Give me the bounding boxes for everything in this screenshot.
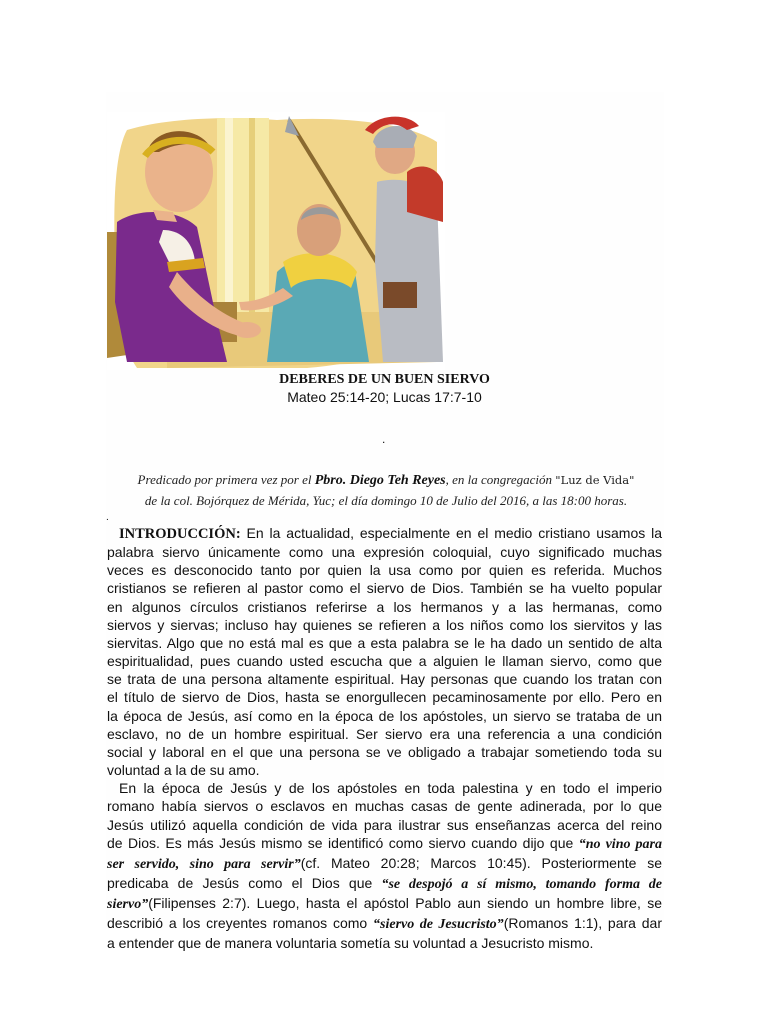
body-text <box>107 524 662 953</box>
text-span: de Dios. Es más Jesús mismo se identificó como siervo cuando dijo que <box>107 834 579 851</box>
text-line: cristianos se refieren al pastor como el siervo de Dios. También se ha vuelto popular <box>107 580 662 597</box>
scripture-references: Mateo 25:14-20; Lucas 17:7-10 <box>287 389 482 405</box>
quote-siervo-de-jesucristo: “siervo de Jesucristo” <box>373 917 504 933</box>
text-line: esclavo, no de un hombre espiritual. Ser siervo era una referencia a una condición <box>107 725 662 742</box>
text-line: siervitas. Algo que no está mal es que a esta palabra se le ha dado un sentido de alta <box>107 634 662 651</box>
text-line <box>107 834 662 854</box>
text-line: Jesús utilizó aquella condición de vida para ilustrar sus enseñanzas acerca del reino <box>107 816 662 833</box>
text-line: espiritualidad, pues cuando usted escucha que a alguien le llaman siervo, como que <box>107 653 662 670</box>
quote-siervo: siervo” <box>107 897 149 913</box>
text-span: describió a los creyentes romanos como <box>107 915 374 932</box>
preaching-note <box>110 470 662 511</box>
text-line <box>107 874 662 894</box>
quote-no-vino: “no vino para <box>578 836 662 852</box>
text-span: En la actualidad, especialmente en el medio cristiano usamos la <box>240 525 662 541</box>
text-line: veces es desconocido tanto por quien la usa como por quien es referida. Muchos <box>107 562 662 579</box>
text-line: siervos y siervas; incluso hay quienes se refieren a los niños como los siervitos y las <box>107 616 662 633</box>
paragraph-introduction <box>107 524 662 779</box>
text-line <box>107 914 662 934</box>
text-line <box>107 854 662 874</box>
congregation-name: "Luz de Vida" <box>555 473 635 487</box>
text-line: se trata de una persona altamente espiritual. Hay personas que cuando los tratan con <box>107 671 662 688</box>
text-span: predicaba de Jesús como el Dios que <box>107 874 382 891</box>
page-title: DEBERES DE UN BUEN SIERVO <box>279 372 490 387</box>
text-line: romano había siervos o esclavos en muchas casas de gente adinerada, por lo que <box>107 798 662 815</box>
text-line <box>107 524 662 543</box>
text-line: a entender que de manera voluntaria sometía su voluntad a Jesucristo mismo. <box>107 935 594 952</box>
preacher-name: Pbro. Diego Teh Reyes <box>314 473 446 488</box>
text-line: la época de Jesús, así como en la época de los apóstoles, un siervo se trataba de un <box>107 707 662 724</box>
text-line: En la época de Jesús y de los apóstoles en toda palestina y en todo el imperio <box>119 780 662 797</box>
text-line: palabra siervo únicamente como una expresión coloquial, cuyo significado muchas <box>107 544 662 561</box>
preach-text-a: Predicado por primera vez por el <box>137 472 315 487</box>
illustration-servant-before-king <box>107 112 445 370</box>
quote-se-despojo: “se despojó a sí mismo, tomando forma de <box>381 876 662 892</box>
text-span: (Romanos 1:1), para dar <box>503 915 662 932</box>
preach-text-c: de la col. Bojórquez de Mérida, Yuc; el día domingo 10 de Julio del 2016, a las 18:00 horas. <box>144 493 628 508</box>
preach-text-b: , en la congregación <box>445 472 556 487</box>
text-line: el título de siervo de Dios, hasta se enorgullecen pecaminosamente por ello. Pero en <box>107 689 662 706</box>
text-span: (cf. Mateo 20:28; Marcos 10:45). Posteriormente se <box>300 854 663 871</box>
text-line: social y laboral en el que una persona se ve obligado a trabajar sometiendo toda su <box>107 743 662 760</box>
text-line <box>107 894 662 914</box>
paragraph-second <box>107 779 662 952</box>
text-line: voluntad a la de su amo. <box>107 762 260 779</box>
text-line: en algunos círculos cristianos referirse a los hermanos y a las hermanas, como <box>107 598 662 615</box>
quote-ser-servido: ser servido, sino para servir” <box>107 856 301 872</box>
separator-dot: . <box>382 432 386 446</box>
introduction-label: INTRODUCCIÓN: <box>119 526 241 542</box>
small-dot: . <box>106 512 109 523</box>
text-span: (Filipenses 2:7). Luego, hasta el apóstol Pablo aun siendo un hombre libre, se <box>148 895 662 912</box>
